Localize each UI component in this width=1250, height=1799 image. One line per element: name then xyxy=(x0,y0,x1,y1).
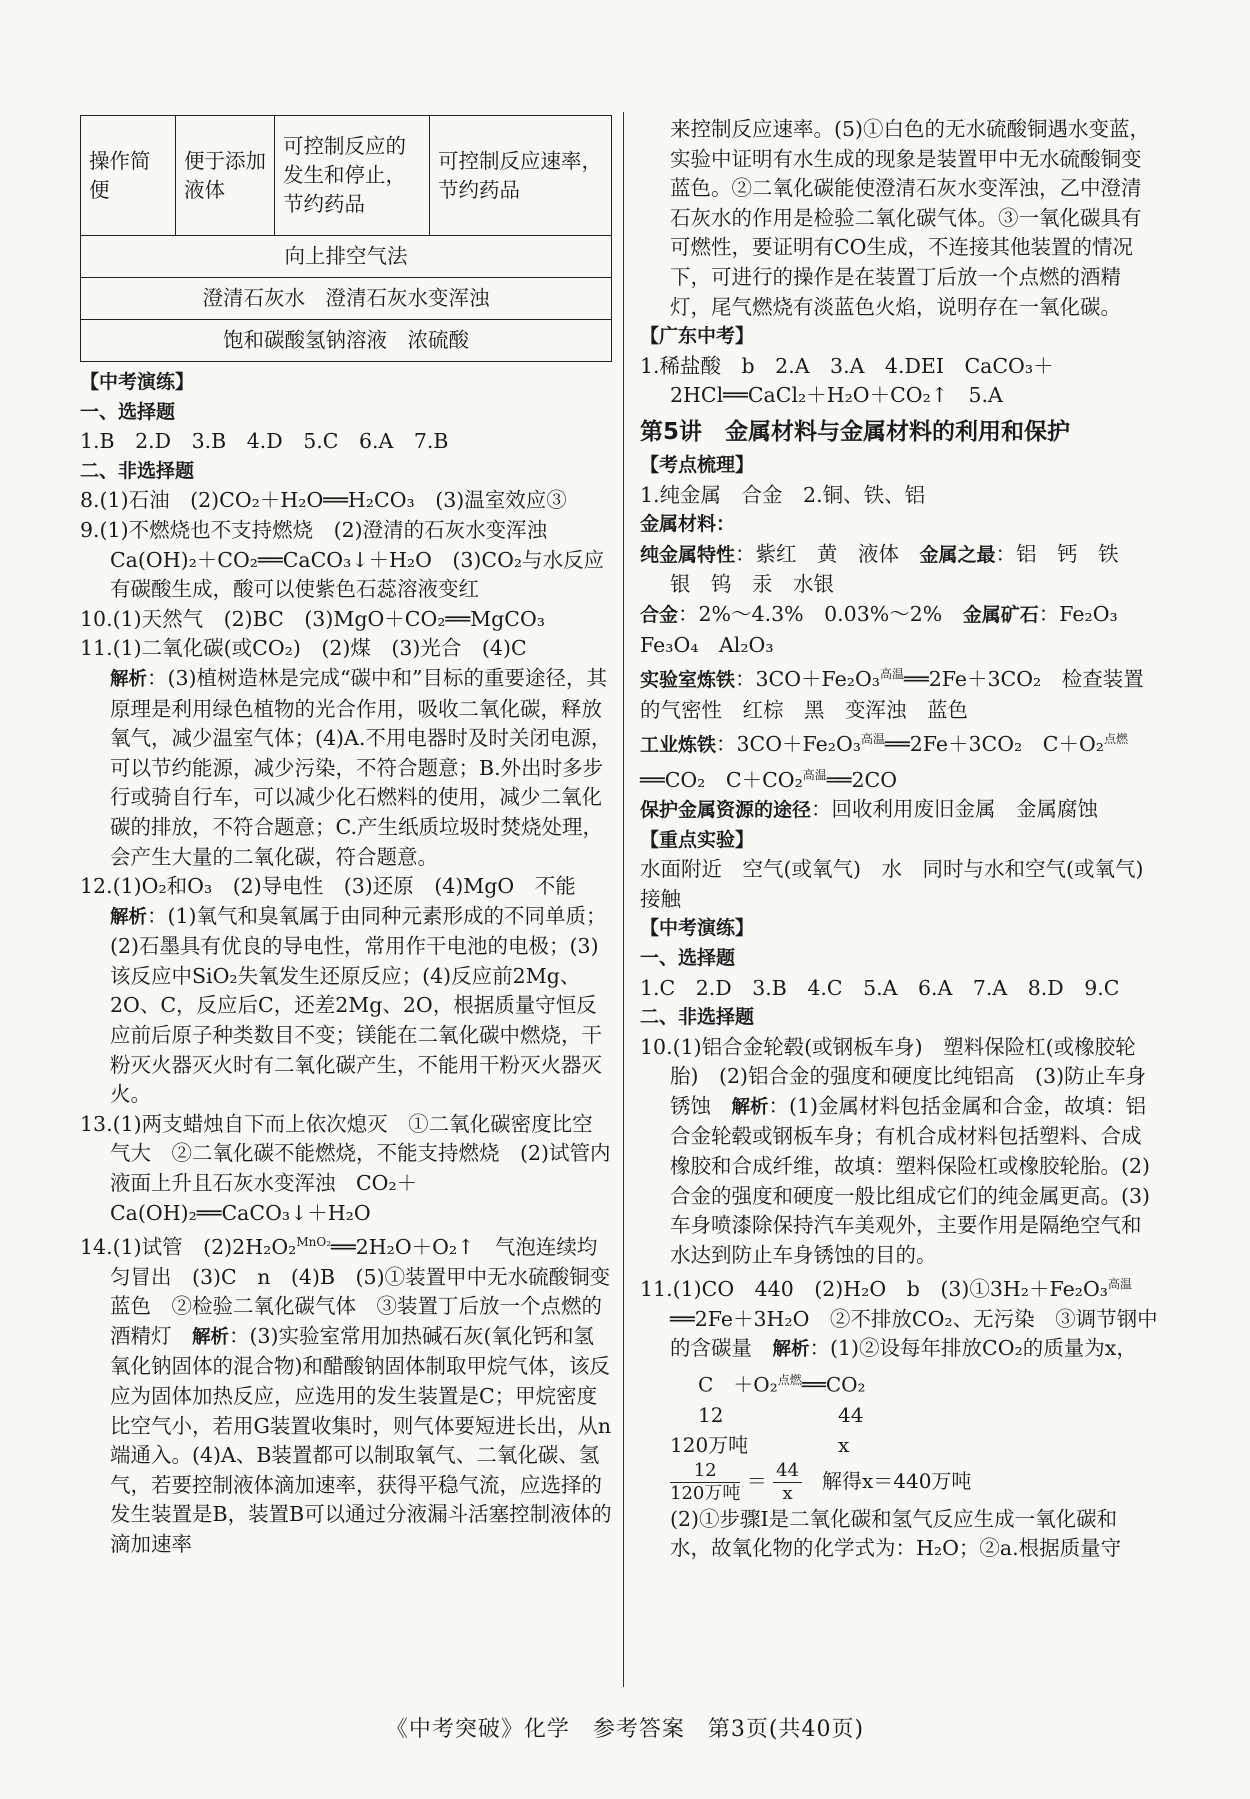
answer-text: ：3CO＋Fe₂O₃ xyxy=(735,666,881,691)
analysis-text: ：(1)金属材料包括金属和合金，故填：铝合金轮毂或钢板车身；有机合成材料包括塑料、合成橡胶和合成纤维，故填：塑料保险杠或橡胶轮胎。(2)合金的强度和硬度一般比组成它们的纯金属更高。(3)车身喷漆除保持汽车美观外，主要作用是隔绝空气和水达到防止车身锈蚀的目的。 xyxy=(670,1093,1151,1267)
analysis-text: ：(1)②设每年排放CO₂的质量为x， xyxy=(809,1336,1137,1361)
analysis-text: ：(1)氧气和臭氧属于由同种元素形成的不同单质；(2)石墨具有优良的导电性，常用作干电池的电极；(3)该反应中SiO₂失氧发生还原反应；(4)反应前2Mg、2O、C，反应后C，还差2Mg、2O，根据质量守恒反应前后原子种类数目不变；镁能在二氧化碳中燃烧，干粉灭火器灭火时有二氧化碳产生，不能用干粉灭火器灭火。 xyxy=(110,903,607,1107)
proportion-line: $\frac{12}{\text{120万吨}}$ ＝ $\frac{44}{x}$ 解得x＝440万吨 xyxy=(670,1459,972,1504)
answer-continuation: 来控制反应速率。(5)①白色的无水硫酸铜遇水变蓝，实验中证明有水生成的现象是装置甲中无水硫酸铜变蓝色。②二氧化碳能使澄清石灰水变浑浊，乙中澄清石灰水的作用是检验二氧化碳气体。③一氧化碳具有可燃性，要证明有CO生成，不连接其他装置的情况下，可进行的操作是在装置丁后放一个点燃的酒精灯，尾气燃烧有淡蓝色火焰，说明存在一氧化碳。 xyxy=(670,117,1151,319)
mass-row xyxy=(670,1430,1158,1460)
answer-text: 11.(1)CO 440 (2)H₂O b (3)①3H₂＋Fe₂O₃ xyxy=(640,1277,1108,1302)
page-footer: 《中考突破》化学 参考答案 第3页(共40页) xyxy=(385,1717,865,1742)
equation-text: C ＋O₂ xyxy=(698,1372,778,1397)
answer-text: ：紫红 黄 液体 xyxy=(735,541,920,566)
answer-text: 2Fe＋3CO₂ 检查装置的气密性 红棕 黑 变浑浊 蓝色 xyxy=(640,666,1144,722)
answer-line: 水面附近 空气(或氧气) 水 同时与水和空气(或氧气)接触 xyxy=(640,857,1144,911)
answer-q10 xyxy=(640,1033,1158,1271)
answer-line: 1.C 2.D 3.B 4.C 5.A 6.A 7.A 8.D 9.C xyxy=(640,975,1120,1000)
answer-text: 12.(1)O₂和O₃ (2)导电性 (3)还原 (4)MgO 不能 xyxy=(80,874,576,899)
keyword-label: 金属之最 xyxy=(919,543,996,566)
analysis-label: 解析 xyxy=(192,1326,230,1348)
answer-text: 11.(1)二氧化碳(或CO₂) (2)煤 (3)光合 (4)C xyxy=(80,636,527,661)
subsection-heading: 二、非选择题 xyxy=(80,459,195,482)
answer-q11: 11.(1)CO 440 (2)H₂O b (3)①3H₂＋Fe₂O₃$^{高温}$══2Fe＋3H₂O ②不排放CO₂、无污染 ③调节钢中的含碳量 解析：(1)②设每年排放CO₂的质量为x， xyxy=(640,1277,1158,1361)
answer-q10: 10.(1)天然气 (2)BC (3)MgO＋CO₂══MgCO₃ xyxy=(80,606,545,631)
keyword-label: 纯金属特性 xyxy=(640,543,736,566)
subsection-heading: 一、选择题 xyxy=(80,400,176,423)
section-heading: 【广东中考】 xyxy=(640,325,755,348)
answer-q9: 9.(1)不燃烧也不支持燃烧 (2)澄清的石灰水变浑浊 Ca(OH)₂＋CO₂══CaCO₃↓＋H₂O (3)CO₂与水反应有碳酸生成，酸可以使紫色石蕊溶液变红 xyxy=(80,517,605,602)
solution-text: 解得x＝440万吨 xyxy=(801,1468,972,1493)
keyword-label: 工业炼铁 xyxy=(640,733,717,756)
reaction-condition: 高温 xyxy=(1107,1277,1132,1292)
answer-q13: 13.(1)两支蜡烛自下而上依次熄灭 ①二氧化碳密度比空气大 ②二氧化碳不能燃烧，不能支持燃烧 (2)试管内液面上升且石灰水变浑浊 CO₂＋Ca(OH)₂══CaCO₃↓＋H₂O xyxy=(80,1111,611,1225)
answer-continuation: (2)①步骤Ⅰ是二氧化碳和氢气反应生成一氧化碳和水，故氧化物的化学式为：H₂O；②a.根据质量守 xyxy=(670,1506,1122,1561)
reaction-condition: 点燃 xyxy=(1103,732,1128,747)
answer-line: 1.B 2.D 3.B 4.D 5.C 6.A 7.B xyxy=(80,429,449,454)
right-column xyxy=(640,115,1158,1564)
answer-line: 实验室炼铁：3CO＋Fe₂O₃$^{高温}$══2Fe＋3CO₂ 检查装置的气密性 红棕 黑 变浑浊 蓝色 xyxy=(640,666,1144,722)
answer-text: 10.(1)铝合金轮毂(或钢板车身) 塑料保险杠(或橡胶轮胎) (2)铝合金的强度和硬度比纯铝高 (3)防止车身锈蚀 xyxy=(640,1034,1147,1118)
analysis-label: 解析 xyxy=(110,668,148,690)
calculation-block xyxy=(640,1365,1158,1505)
analysis-text: ：(3)植树造林是完成“碳中和”目标的重要途径，其原理是利用绿色植物的光合作用，吸收二氧化碳，释放氧气，减少温室气体；(4)A.不用电器时及时关闭电源，可以节约能源，减少污染，不符合题意；B.外出时多步行或骑自行车，可以减少化石燃料的使用，减少二氧化碳的排放，不符合题意；C.产生纸质垃圾时焚烧处理，会产生大量的二氧化碳，符合题意。 xyxy=(110,665,612,869)
answer-line xyxy=(640,540,1158,600)
table-cell: 可控制反应的发生和停止，节约药品 xyxy=(275,116,430,236)
answer-q8: 8.(1)石油 (2)CO₂＋H₂O══H₂CO₃ (3)温室效应③ xyxy=(80,488,567,513)
denominator: 120万吨 xyxy=(670,1482,741,1504)
table-cell: 便于添加液体 xyxy=(176,116,275,236)
answer-line xyxy=(640,600,1158,660)
answer-line: 1.纯金属 合金 2.铜、铁、铝 xyxy=(640,482,926,507)
mass-value: x xyxy=(838,1432,850,1457)
answer-line: 工业炼铁：3CO＋Fe₂O₃$^{高温}$══2Fe＋3CO₂ C＋O₂$^{点燃}$══CO₂ C＋CO₂$^{高温}$══2CO xyxy=(640,731,1128,792)
comparison-table xyxy=(80,115,612,362)
answer-text: ：Fe₂O₃ Fe₃O₄ Al₂O₃ xyxy=(640,601,1139,657)
keyword-label: 合金 xyxy=(640,603,679,626)
reaction-condition: 点燃 xyxy=(777,1373,802,1388)
answer-text: ：回收利用废旧金属 金属腐蚀 xyxy=(811,796,1099,821)
lecture-title: 第5讲 金属材料与金属材料的利用和保护 xyxy=(640,418,1071,445)
fraction xyxy=(773,1460,802,1505)
mass-value: 120万吨 xyxy=(670,1432,749,1457)
reaction-condition: 高温 xyxy=(880,667,905,682)
analysis-text: ：(3)实验室常用加热碱石灰(氧化钙和氢氧化钠固体的混合物)和醋酸钠固体制取甲烷气体，该反应为固体加热反应，应选用的发生装置是C；甲烷密度比空气小，若用G装置收集时，则气体要短进长出，从n端通入。(4)A、B装置都可以制取氧气、二氧化碳、氢气，若要控制液体滴加速率，获得平稳气流，应选择的发生装置是B，装置B可以通过分液漏斗活塞控制液体的滴加速率 xyxy=(110,1323,612,1556)
answer-q14: 14.(1)试管 (2)2H₂O₂$^{MnO_2}$══2H₂O＋O₂↑ 气泡连续均匀冒出 (3)C n (4)B (5)①装置甲中无水硫酸铜变蓝色 ②检验二氧化碳气体 ③装置丁后放一个点燃的酒精灯 解析：(3)实验室常用加热碱石灰(氧化钙和氢氧化钠固体的混合物)和醋酸钠固体制取甲烷气体，该反应为固体加热反应，应选用的发生装置是C；甲烷密度比空气小，若用G装置收集时，则气体要短进长出，从n端通入。(4)A、B装置都可以制取氧气、二氧化碳、氢气，若要控制液体滴加速率，获得平稳气流，应选择的发生装置是B，装置B可以通过分液漏斗活塞控制液体的滴加速率 xyxy=(80,1235,612,1556)
answer-text: 14.(1)试管 (2)2H₂O₂ xyxy=(80,1235,297,1260)
analysis-label: 解析 xyxy=(772,1339,810,1361)
keyword-label: 保护金属资源的途径 xyxy=(640,798,812,821)
analysis-label: 解析 xyxy=(110,906,148,928)
answer-text: ：铝 钙 铁 银 钨 汞 水银 xyxy=(670,541,1140,597)
answer-text: 2Fe＋3H₂O ②不排放CO₂、无污染 ③调节钢中的含碳量 xyxy=(670,1306,1158,1361)
equation-text: CO₂ xyxy=(825,1372,866,1397)
answer-text: CO₂ C＋CO₂ xyxy=(664,767,803,792)
answer-line xyxy=(640,795,1158,826)
subsection-heading: 二、非选择题 xyxy=(640,1006,755,1029)
section-heading: 【考点梳理】 xyxy=(640,453,755,476)
answer-text: ：2%～4.3% 0.03%～2% xyxy=(678,601,963,626)
analysis-label: 解析 xyxy=(731,1096,769,1118)
mass-value: 44 xyxy=(838,1402,864,1427)
table-cell: 操作简便 xyxy=(81,116,176,236)
equation-line: C ＋O₂$^{点燃}$══CO₂ xyxy=(698,1372,866,1397)
denominator: x xyxy=(782,1482,793,1504)
section-heading: 【中考演练】 xyxy=(80,371,195,393)
answer-text: 2H₂O＋O₂↑ 气泡连续均匀冒出 (3)C n (4)B (5)①装置甲中无水硫酸铜变蓝色 ②检验二氧化碳气体 ③装置丁后放一个点燃的酒精灯 xyxy=(110,1235,611,1348)
mass-value: 12 xyxy=(698,1402,724,1427)
answer-q11 xyxy=(80,634,612,872)
section-heading: 【中考演练】 xyxy=(640,917,755,940)
keyword-label: 实验室炼铁 xyxy=(640,668,736,691)
answer-text: 2CO xyxy=(851,767,898,792)
table-cell: 澄清石灰水 澄清石灰水变浑浊 xyxy=(81,278,612,320)
table-cell: 饱和碳酸氢钠溶液 浓硫酸 xyxy=(81,320,612,362)
numerator: 44 xyxy=(773,1460,802,1483)
reaction-condition: MnO₂ xyxy=(296,1235,332,1250)
subsection-heading: 一、选择题 xyxy=(640,946,736,969)
answer-text: 2Fe＋3CO₂ C＋O₂ xyxy=(909,731,1104,756)
keyword-label: 金属矿石 xyxy=(962,603,1039,626)
left-column xyxy=(80,115,612,1560)
reaction-condition: 高温 xyxy=(861,732,886,747)
table-cell: 可控制反应速率，节约药品 xyxy=(430,116,612,236)
mass-row xyxy=(670,1400,1158,1430)
answer-q12 xyxy=(80,872,612,1110)
table-cell: 向上排空气法 xyxy=(81,236,612,278)
column-divider xyxy=(623,112,624,1687)
reaction-condition: 高温 xyxy=(802,767,827,782)
answer-line: 1.稀盐酸 b 2.A 3.A 4.DEI CaCO₃＋2HCl══CaCl₂＋H₂O＋CO₂↑ 5.A xyxy=(640,353,1054,408)
section-heading: 【重点实验】 xyxy=(640,828,755,851)
numerator: 12 xyxy=(670,1460,740,1483)
answer-text: ：3CO＋Fe₂O₃ xyxy=(716,731,862,756)
fraction xyxy=(670,1460,740,1505)
keyword-label: 金属材料： xyxy=(640,513,736,536)
